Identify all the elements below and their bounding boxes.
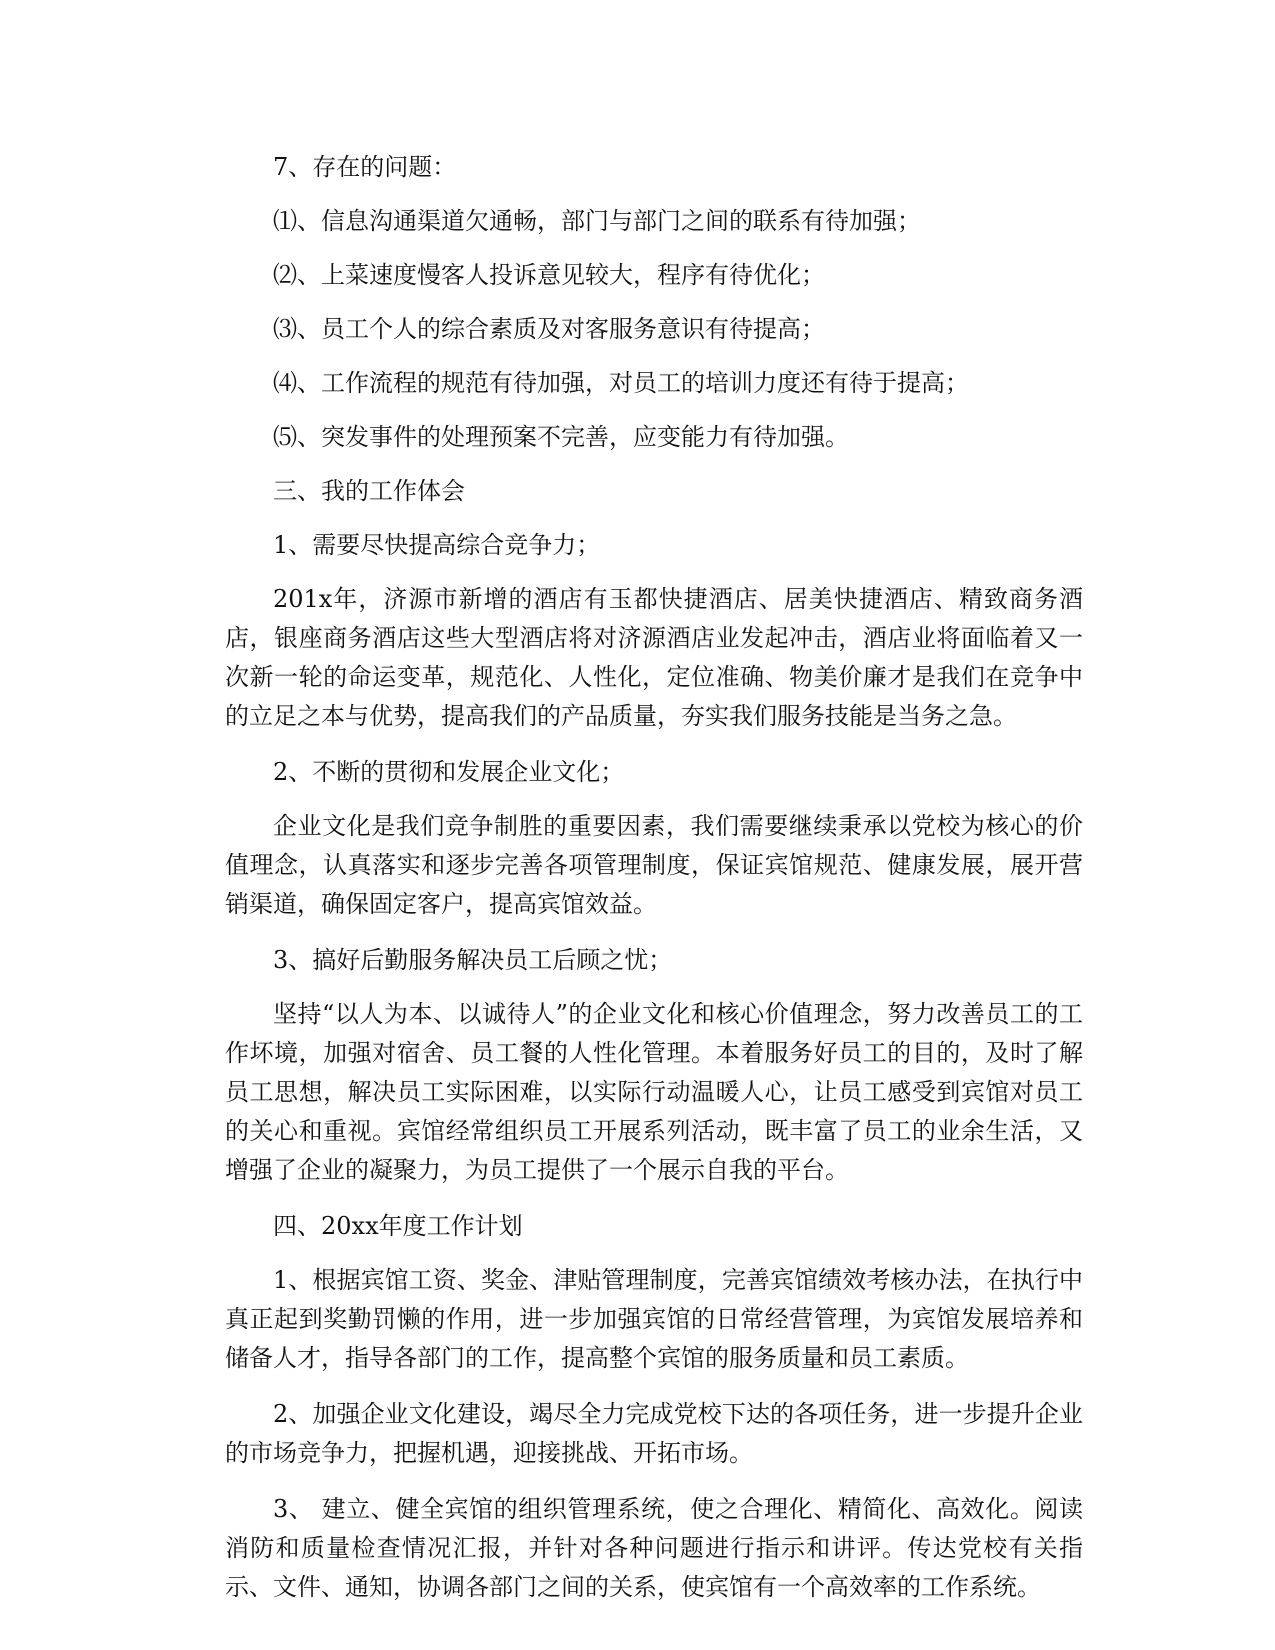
section-heading-4: 四、20xx年度工作计划 (273, 1212, 523, 1240)
document-body (225, 148, 1083, 1624)
plan-item-2: 2、加强企业文化建设，竭尽全力完成党校下达的各项任务，进一步提升企业的市场竞争力，把握机遇，迎接挑战、开拓市场。 (225, 1400, 1083, 1467)
plan-item-1: 1、根据宾馆工资、奖金、津贴管理制度，完善宾馆绩效考核办法，在执行中真正起到奖勤罚懒的作用，进一步加强宾馆的日常经营管理，为宾馆发展培养和储备人才，指导各部门的工作，提高整个宾馆的服务质量和员工素质。 (225, 1266, 1083, 1372)
experience-heading-2: 2、不断的贯彻和发展企业文化； (273, 758, 625, 786)
experience-paragraph-1: 201x年，济源市新增的酒店有玉都快捷酒店、居美快捷酒店、精致商务酒店，银座商务酒店这些大型酒店将对济源酒店业发起冲击，酒店业将面临着又一次新一轮的命运变革，规范化、人性化，定位准确、物美价廉才是我们在竞争中的立足之本与优势，提高我们的产品质量，夯实我们服务技能是当务之急。 (225, 585, 1083, 730)
problem-item-5: ⑸、突发事件的处理预案不完善，应变能力有待加强。 (273, 423, 849, 451)
experience-heading-1: 1、需要尽快提高综合竞争力； (273, 531, 601, 559)
experience-heading-3: 3、搞好后勤服务解决员工后顾之忧； (273, 946, 673, 974)
problem-item-4: ⑷、工作流程的规范有待加强，对员工的培训力度还有待于提高； (273, 369, 969, 397)
plan-item-3: 3、 建立、健全宾馆的组织管理系统，使之合理化、精简化、高效化。阅读消防和质量检查情况汇报，并针对各种问题进行指示和讲评。传达党校有关指示、文件、通知，协调各部门之间的关系，使宾馆有一个高效率的工作系统。 (225, 1495, 1083, 1601)
problem-item-1: ⑴、信息沟通渠道欠通畅，部门与部门之间的联系有待加强； (273, 207, 921, 235)
problem-item-2: ⑵、上菜速度慢客人投诉意见较大，程序有待优化； (273, 261, 825, 289)
problem-item-3: ⑶、员工个人的综合素质及对客服务意识有待提高； (273, 315, 825, 343)
section-heading-3: 三、我的工作体会 (273, 477, 465, 505)
experience-paragraph-2: 企业文化是我们竞争制胜的重要因素，我们需要继续秉承以党校为核心的价值理念，认真落实和逐步完善各项管理制度，保证宾馆规范、健康发展，展开营销渠道，确保固定客户，提高宾馆效益。 (225, 812, 1083, 918)
experience-paragraph-3: 坚持“以人为本、以诚待人”的企业文化和核心价值理念，努力改善员工的工作坏境，加强对宿舍、员工餐的人性化管理。本着服务好员工的目的，及时了解员工思想，解决员工实际困难，以实际行动温暖人心，让员工感受到宾馆对员工的关心和重视。宾馆经常组织员工开展系列活动，既丰富了员工的业余生活，又增强了企业的凝聚力，为员工提供了一个展示自我的平台。 (225, 1000, 1083, 1184)
problems-heading: 7、存在的问题： (273, 153, 457, 181)
